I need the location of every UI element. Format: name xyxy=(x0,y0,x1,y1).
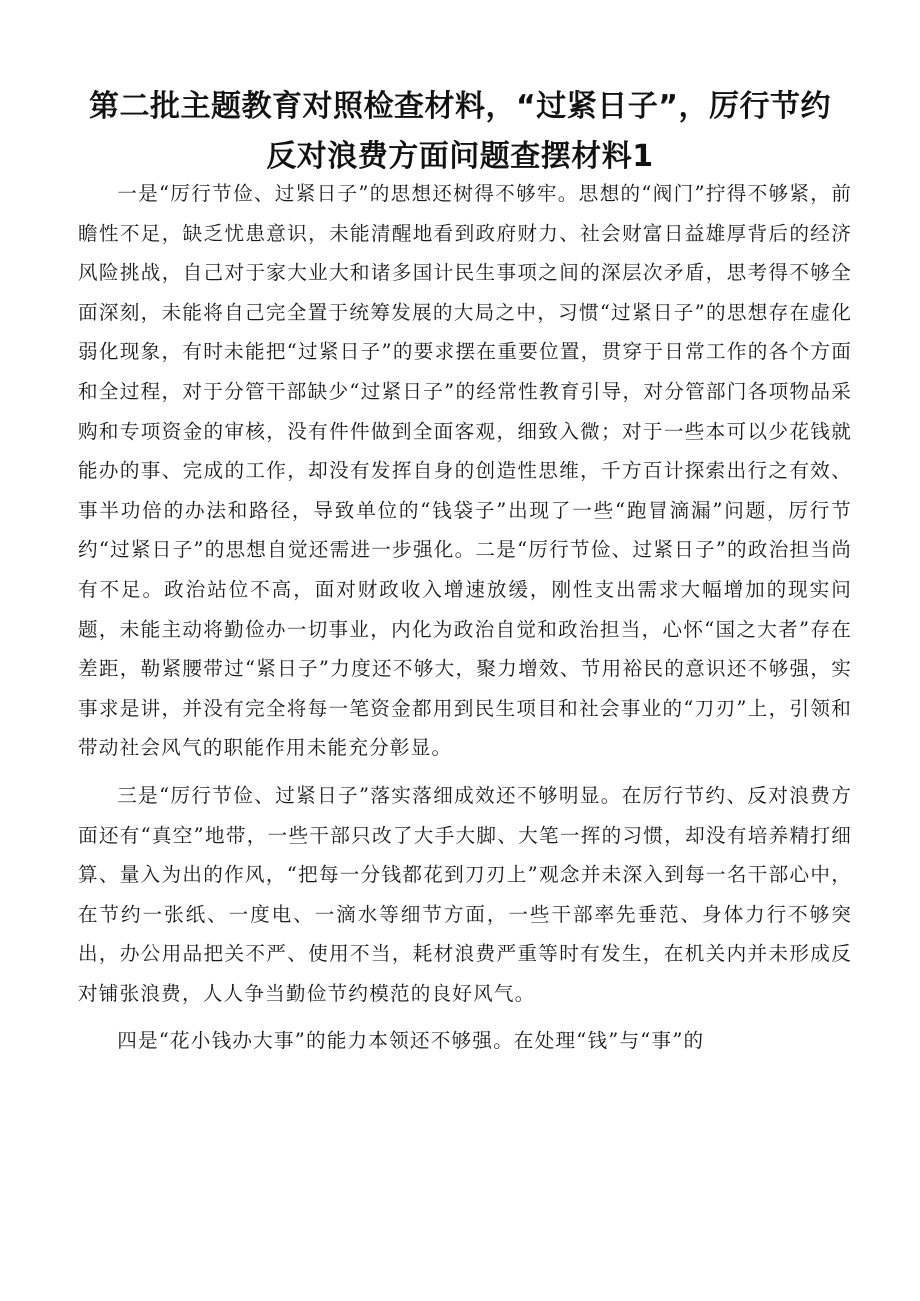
paragraph-3: 四是“花小钱办大事”的能力本领还不够强。在处理“钱”与“事”的 xyxy=(117,1029,705,1053)
paragraph-1: 一是“厉行节俭、过紧日子”的思想还树得不够牢。思想的“阀门”拧得不够紧，前瞻性不足，缺乏忧患意识，未能清醒地看到政府财力、社会财富日益雄厚背后的经济风险挑战，自己对于家大业大和诸多国计民生事项之间的深层次矛盾，思考得不够全面深刻，未能将自己完全置于统筹发展的大局之中，习惯“过紧日子”的思想存在虚化弱化现象，有时未能把“过紧日子”的要求摆在重要位置，贯穿于日常工作的各个方面和全过程，对于分管干部缺少“过紧日子”的经常性教育引导，对分管部门各项物品采购和专项资金的审核，没有件件做到全面客观，细致入微；对于一些本可以少花钱就能办的事、完成的工作，却没有发挥自身的创造性思维，千方百计探索出行之有效、事半功倍的办法和路径，导致单位的“钱袋子”出现了一些“跑冒滴漏”问题，厉行节约“过紧日子”的思想自觉还需进一步强化。二是“厉行节俭、过紧日子”的政治担当尚有不足。政治站位不高，面对财政收入增速放缓，刚性支出需求大幅增加的现实问题，未能主动将勤俭办一切事业，内化为政治自觉和政治担当，心怀“国之大者”存在差距，勒紧腰带过“紧日子”力度还不够大，聚力增效、节用裕民的意识还不够强，实事求是讲，并没有完全将每一笔资金都用到民生项目和社会事业的“刀刃”上，引领和带动社会风气的职能作用未能充分彰显。 xyxy=(78,182,852,760)
document-body xyxy=(78,174,852,1061)
paragraph-2: 三是“厉行节俭、过紧日子”落实落细成效还不够明显。在厉行节约、反对浪费方面还有“真空”地带，一些干部只改了大手大脚、大笔一挥的习惯，却没有培养精打细算、量入为出的作风，“把每一分钱都花到刀刃上”观念并未深入到每一名干部心中，在节约一张纸、一度电、一滴水等细节方面，一些干部率先垂范、身体力行不够突出，办公用品把关不严、使用不当，耗材浪费严重等时有发生，在机关内并未形成反对铺张浪费，人人争当勤俭节约模范的良好风气。 xyxy=(78,783,852,1005)
document-title: 第二批主题教育对照检查材料，“过紧日子”，厉行节约反对浪费方面问题查摆材料1 xyxy=(89,89,831,174)
